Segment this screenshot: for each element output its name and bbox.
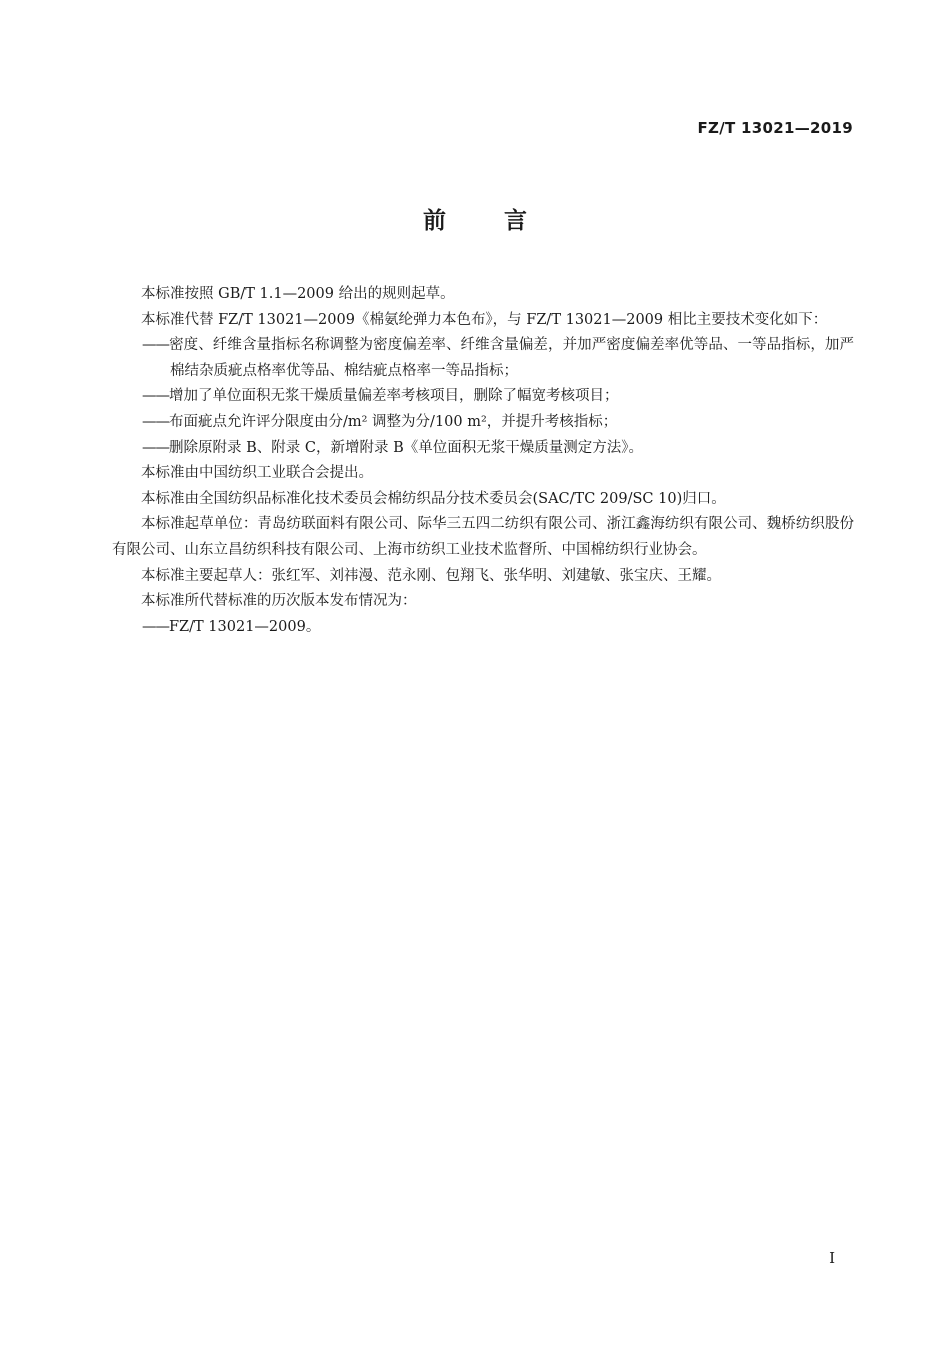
dash-marker: —— xyxy=(142,618,169,635)
paragraph-replacement: 本标准代替 FZ/T 13021—2009《棉氨纶弹力本色布》，与 FZ/T 13021—2009 相比主要技术变化如下： xyxy=(141,311,828,328)
change-item xyxy=(112,410,854,436)
paragraph-drafters: 本标准主要起草人：张红军、刘祎漫、范永刚、包翔飞、张华明、刘建敏、张宝庆、王耀。 xyxy=(141,567,721,584)
paragraph-drafting-rules: 本标准按照 GB/T 1.1—2009 给出的规则起草。 xyxy=(141,286,455,302)
change-item-text: 布面疵点允许评分限度由分/m² 调整为分/100 m²，并提升考核指标； xyxy=(169,413,618,430)
change-item-text: 删除原附录 B、附录 C，新增附录 B《单位面积无浆干燥质量测定方法》。 xyxy=(169,439,643,456)
dash-marker: —— xyxy=(142,439,169,456)
paragraph-proposer: 本标准由中国纺织工业联合会提出。 xyxy=(141,465,373,482)
dash-marker: —— xyxy=(142,388,169,405)
page-title: 前言 xyxy=(423,208,585,234)
history-item-text: FZ/T 13021—2009。 xyxy=(169,618,321,635)
paragraph-committee: 本标准由全国纺织品标准化技术委员会棉纺织品分技术委员会(SAC/TC 209/SC 10)归口。 xyxy=(141,490,726,507)
change-item xyxy=(112,333,854,384)
standard-code: FZ/T 13021—2019 xyxy=(697,119,853,137)
paragraph-history-intro: 本标准所代替标准的历次版本发布情况为： xyxy=(141,593,417,610)
change-item-text: 增加了单位面积无浆干燥质量偏差率考核项目，删除了幅宽考核项目； xyxy=(169,388,619,405)
dash-marker: —— xyxy=(142,337,169,354)
change-item-text: 密度、纤维含量指标名称调整为密度偏差率、纤维含量偏差，并加严密度偏差率优等品、一等品指标，加严棉结杂质疵点格率优等品、棉结疵点格率一等品指标； xyxy=(169,337,854,379)
history-item xyxy=(112,615,854,641)
foreword-body xyxy=(112,282,854,640)
change-item xyxy=(112,436,854,462)
change-item xyxy=(112,384,854,410)
dash-marker: —— xyxy=(142,413,169,430)
paragraph-drafting-units: 本标准起草单位：青岛纺联面料有限公司、际华三五四二纺织有限公司、浙江鑫海纺织有限公司、魏桥纺织股份有限公司、山东立昌纺织科技有限公司、上海市纺织工业技术监督所、中国棉纺织行业协会。 xyxy=(112,516,854,558)
page-number: I xyxy=(829,1249,835,1267)
